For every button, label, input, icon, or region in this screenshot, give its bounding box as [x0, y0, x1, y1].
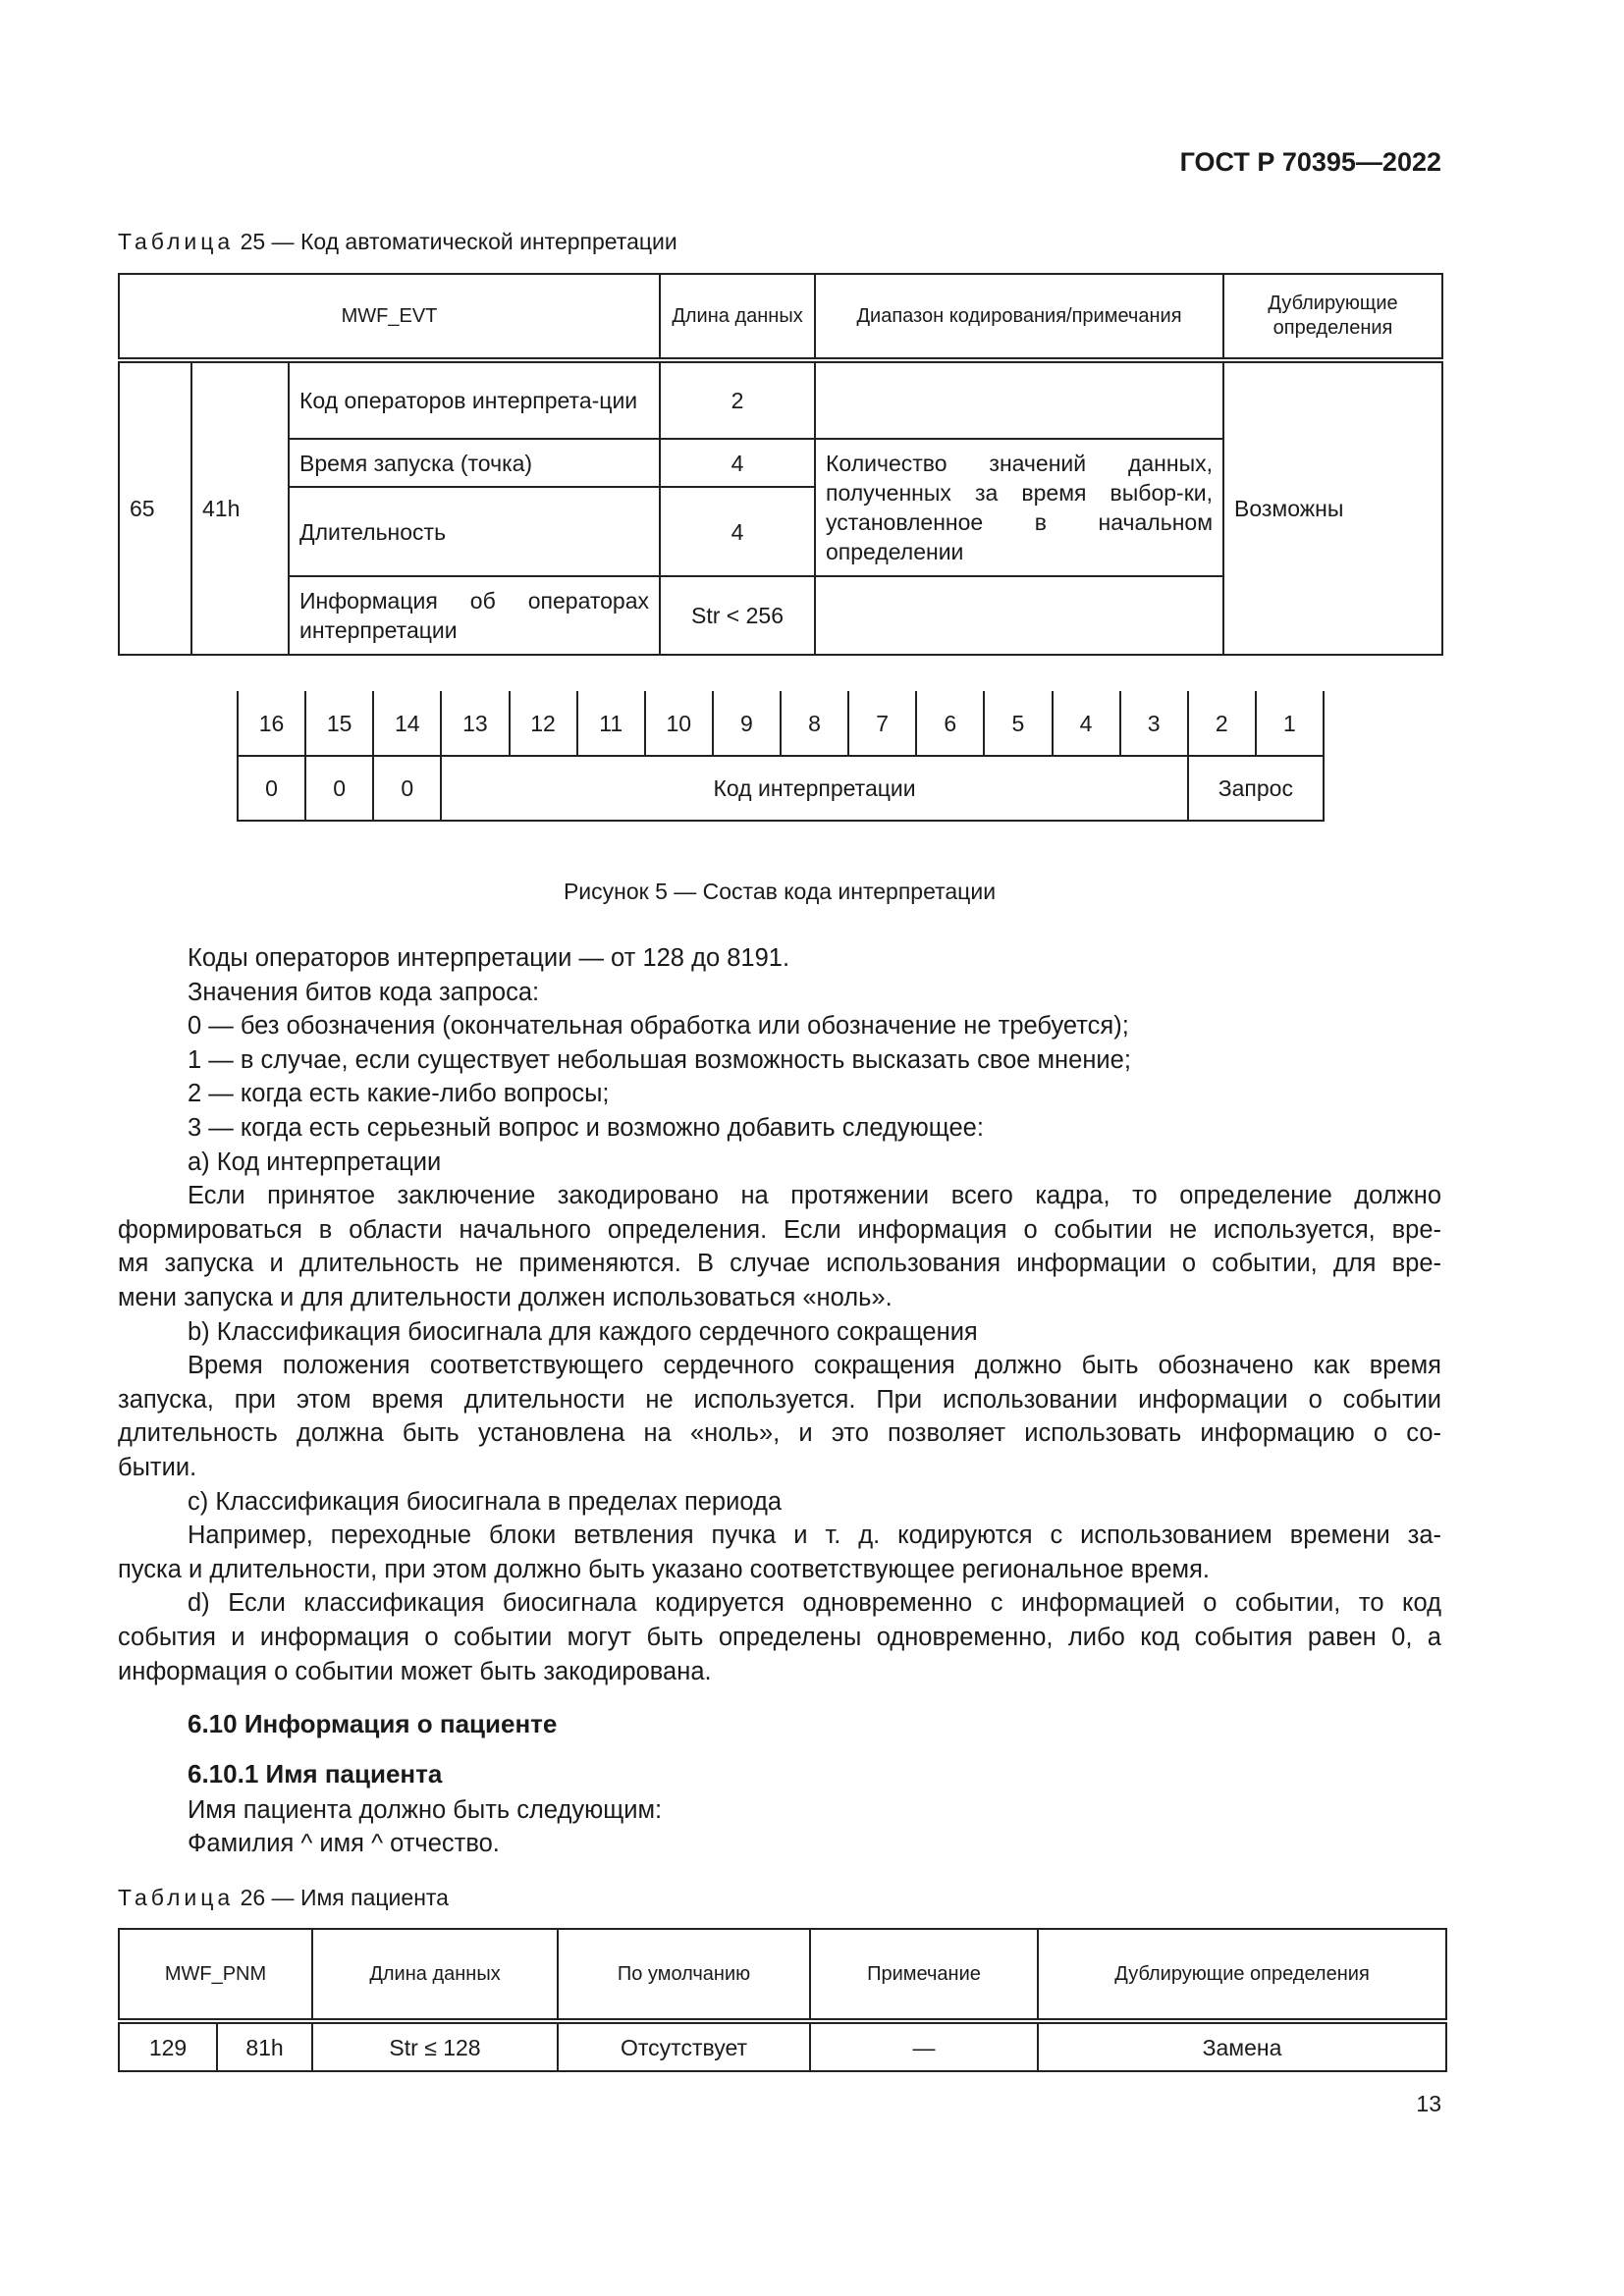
header-duplicate: Дублирующие определения — [1038, 1929, 1446, 2021]
body-line: Если принятое заключение закодировано на протяжении всего кадра, то определение должно — [188, 1182, 1441, 1210]
code-dec: 129 — [119, 2021, 217, 2071]
bit-number: 13 — [441, 691, 509, 756]
range-empty — [815, 576, 1223, 655]
range-note: Количество значений данных, полученных за время выбор-ки, установленное в начальном определении — [815, 439, 1223, 576]
row-name: Время запуска (точка) — [289, 439, 660, 487]
interpretation-code-field: Код интерпретации — [441, 756, 1187, 821]
body-line: 3 — когда есть серьезный вопрос и возможно добавить следующее: — [188, 1114, 984, 1142]
bit-number: 15 — [305, 691, 373, 756]
figure5-bit-layout — [237, 691, 1325, 822]
header-length: Длина данных — [660, 274, 815, 360]
header-mwf-pnm: MWF_PNM — [119, 1929, 312, 2021]
document-header: ГОСТ Р 70395—2022 — [1179, 147, 1441, 177]
bit-number: 9 — [713, 691, 781, 756]
bit-field: 0 — [238, 756, 305, 821]
row-length: 4 — [660, 439, 815, 487]
code-dec: 65 — [119, 360, 191, 655]
body-line: пуска и длительности, при этом должно быть указано соответствующее региональное время. — [118, 1555, 1210, 1583]
body-line: c) Классификация биосигнала в пределах периода — [188, 1487, 783, 1516]
bit-number: 8 — [781, 691, 848, 756]
default-value: Отсутствует — [558, 2021, 810, 2071]
patient-name-format: Фамилия ^ имя ^ отчество. — [188, 1830, 500, 1857]
note-value: — — [810, 2021, 1038, 2071]
bit-number: 14 — [373, 691, 441, 756]
body-line: Значения битов кода запроса: — [188, 978, 540, 1006]
row-length: 4 — [660, 487, 815, 576]
body-line: 1 — в случае, если существует небольшая возможность высказать свое мнение; — [188, 1045, 1131, 1074]
page-number: 13 — [1416, 2091, 1441, 2116]
caption-prefix: Таблица — [118, 229, 235, 254]
bit-number: 12 — [510, 691, 577, 756]
row-length: Str < 256 — [660, 576, 815, 655]
header-note: Примечание — [810, 1929, 1038, 2021]
code-hex: 81h — [217, 2021, 312, 2071]
body-line: мя запуска и длительность не применяются. В случае использования информации о событии, для вре- — [118, 1250, 1441, 1278]
body-line: бытии. — [118, 1454, 197, 1481]
table-26 — [118, 1928, 1447, 2072]
table26-caption — [118, 1885, 449, 1911]
body-line: длительность должна быть установлена на «ноль», и это позволяет использовать информацию о со- — [118, 1419, 1441, 1448]
body-line: мени запуска и для длительности должен использоваться «ноль». — [118, 1284, 893, 1311]
body-line: 0 — без обозначения (окончательная обработка или обозначение не требуется); — [188, 1012, 1129, 1041]
body-line: Время положения соответствующего сердечного сокращения должно быть обозначено как время — [188, 1352, 1441, 1380]
bit-number: 5 — [984, 691, 1052, 756]
section-heading-6-10-1: 6.10.1 Имя пациента — [188, 1759, 443, 1789]
duplicate-value: Возможны — [1223, 360, 1442, 655]
length-value: Str ≤ 128 — [312, 2021, 558, 2071]
body-line: b) Классификация биосигнала для каждого сердечного сокращения — [188, 1317, 978, 1346]
request-field: Запрос — [1188, 756, 1324, 821]
body-line: формироваться в области начального определения. Если информация о событии не используется, вре- — [118, 1215, 1441, 1244]
table25-caption — [118, 229, 677, 255]
patient-name-intro: Имя пациента должно быть следующим: — [188, 1796, 663, 1824]
bit-number: 6 — [916, 691, 984, 756]
header-default: По умолчанию — [558, 1929, 810, 2021]
bit-number: 16 — [238, 691, 305, 756]
bit-number: 2 — [1188, 691, 1256, 756]
body-line: Например, переходные блоки ветвления пучка и т. д. кодируются с использованием времени за- — [188, 1522, 1441, 1550]
row-length: 2 — [660, 360, 815, 439]
header-duplicate: Дублирующие определения — [1223, 274, 1442, 360]
bit-number: 3 — [1120, 691, 1188, 756]
range-empty — [815, 360, 1223, 439]
caption-text: 26 — Имя пациента — [240, 1885, 449, 1910]
row-name: Код операторов интерпрета-ции — [289, 360, 660, 439]
figure5-caption: Рисунок 5 — Состав кода интерпретации — [563, 879, 997, 904]
bit-number: 7 — [848, 691, 916, 756]
body-line: события и информация о событии могут быть определены одновременно, либо код события равен 0, а — [118, 1624, 1441, 1651]
body-line: запуска, при этом время длительности не используется. При использовании информации о событии — [118, 1385, 1441, 1414]
bit-number: 4 — [1053, 691, 1120, 756]
bit-number: 10 — [645, 691, 713, 756]
body-line: d) Если классификация биосигнала кодируется одновременно с информацией о событии, то код — [188, 1589, 1441, 1618]
caption-text: 25 — Код автоматической интерпретации — [240, 229, 677, 254]
bit-field: 0 — [305, 756, 373, 821]
header-mwf-evt: MWF_EVT — [119, 274, 660, 360]
body-line: Коды операторов интерпретации — от 128 до 8191. — [188, 944, 790, 972]
table-25 — [118, 273, 1443, 656]
duplicate-value: Замена — [1038, 2021, 1446, 2071]
header-range: Диапазон кодирования/примечания — [815, 274, 1223, 360]
body-line: a) Код интерпретации — [188, 1148, 442, 1176]
body-line: 2 — когда есть какие-либо вопросы; — [188, 1080, 610, 1108]
caption-prefix: Таблица — [118, 1885, 235, 1910]
row-name: Информация об операторах интерпретации — [289, 576, 660, 655]
code-hex: 41h — [191, 360, 289, 655]
bit-field: 0 — [373, 756, 441, 821]
body-line: информация о событии может быть закодирована. — [118, 1657, 712, 1685]
row-name: Длительность — [289, 487, 660, 576]
bit-number: 11 — [577, 691, 645, 756]
header-length: Длина данных — [312, 1929, 558, 2021]
section-heading-6-10: 6.10 Информация о пациенте — [188, 1709, 558, 1738]
bit-number: 1 — [1256, 691, 1324, 756]
